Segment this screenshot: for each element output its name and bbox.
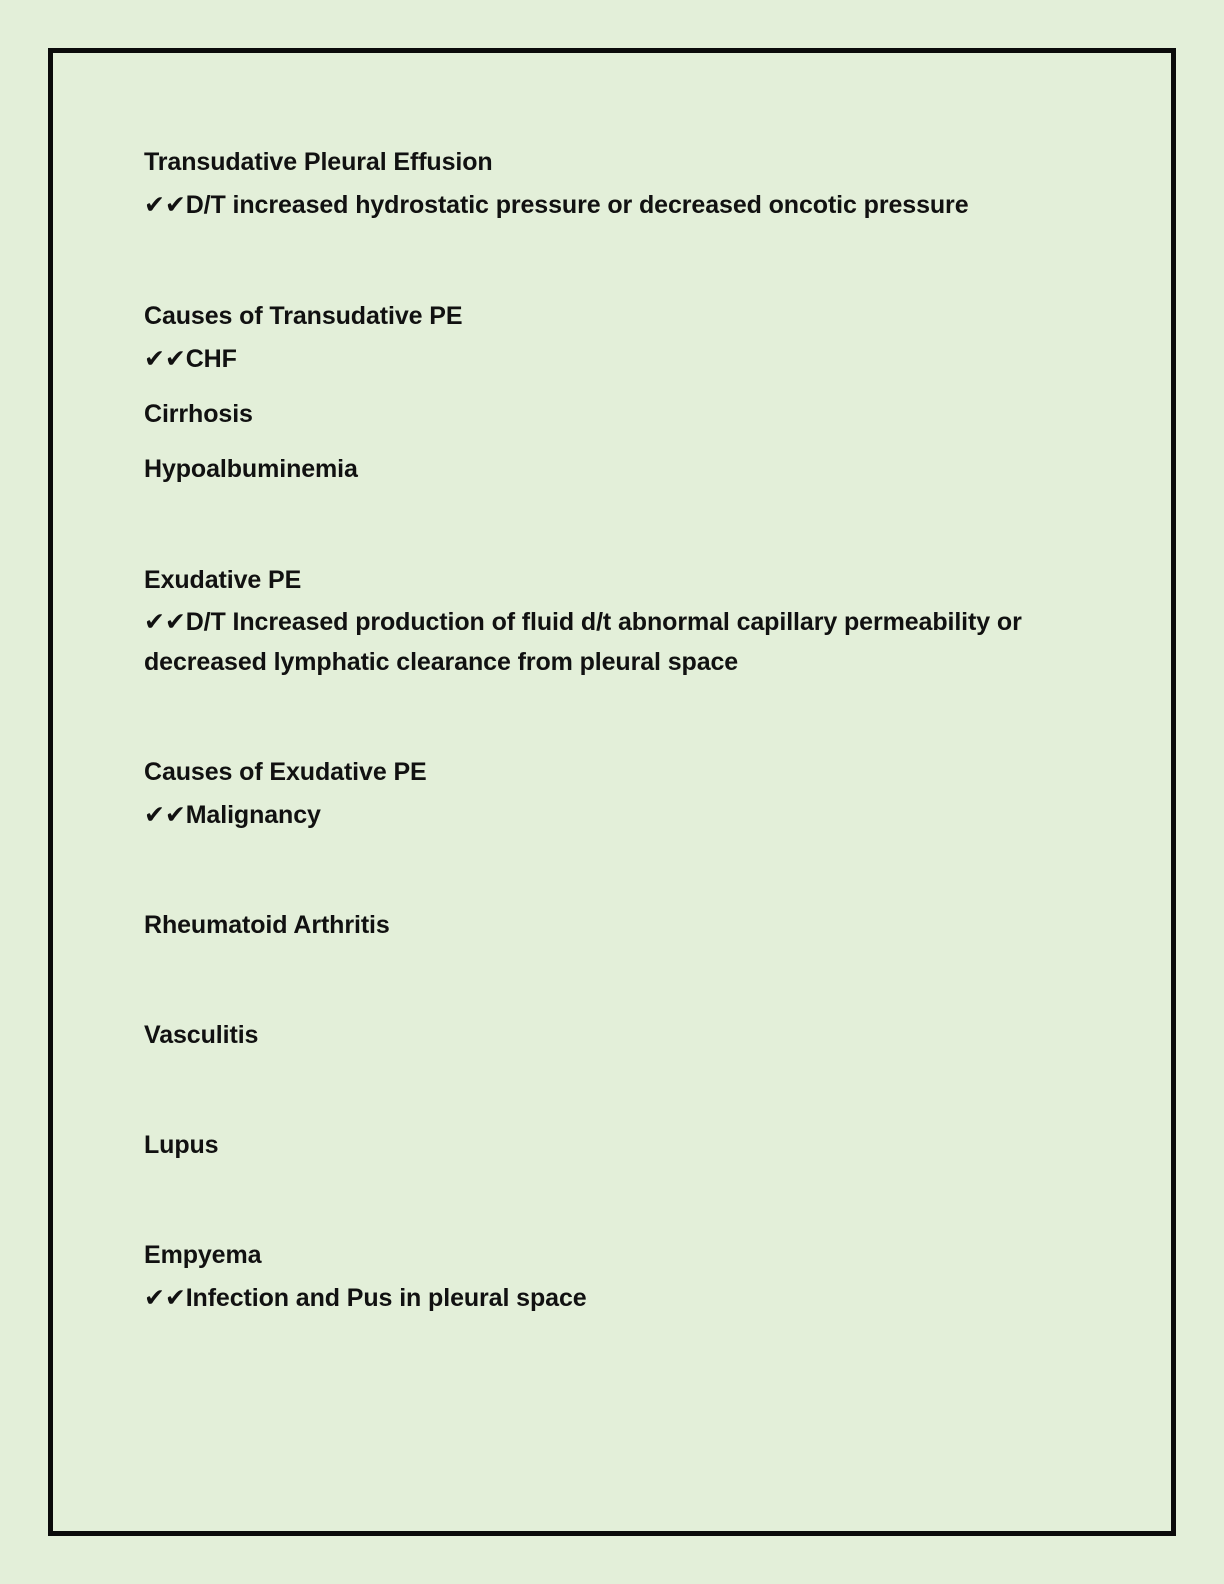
- heading-exudative-pe: Exudative PE: [144, 566, 302, 594]
- heading-causes-transudative-pe: Causes of Transudative PE: [144, 302, 463, 330]
- answer-empyema: ✔✔Infection and Pus in pleural space: [144, 1284, 587, 1312]
- cause-lupus: Lupus: [144, 1131, 219, 1159]
- cause-vasculitis: Vasculitis: [144, 1021, 259, 1049]
- answer-causes-exudative-pe: ✔✔Malignancy: [144, 801, 321, 829]
- cause-rheumatoid-arthritis: Rheumatoid Arthritis: [144, 911, 390, 939]
- answer-causes-transudative-pe: ✔✔CHF: [144, 345, 237, 373]
- answer-transudative-pleural-effusion: ✔✔D/T increased hydrostatic pressure or decreased oncotic pressure: [144, 191, 969, 219]
- answer-exudative-pe: ✔✔D/T Increased production of fluid d/t abnormal capillary permeability or decreased lymphatic clearance from pleural space: [144, 608, 1022, 676]
- heading-transudative-pleural-effusion: Transudative Pleural Effusion: [144, 148, 493, 176]
- heading-empyema: Empyema: [144, 1241, 262, 1269]
- cause-hypoalbuminemia: Hypoalbuminemia: [144, 455, 358, 483]
- cause-cirrhosis: Cirrhosis: [144, 400, 253, 428]
- heading-causes-exudative-pe: Causes of Exudative PE: [144, 758, 427, 786]
